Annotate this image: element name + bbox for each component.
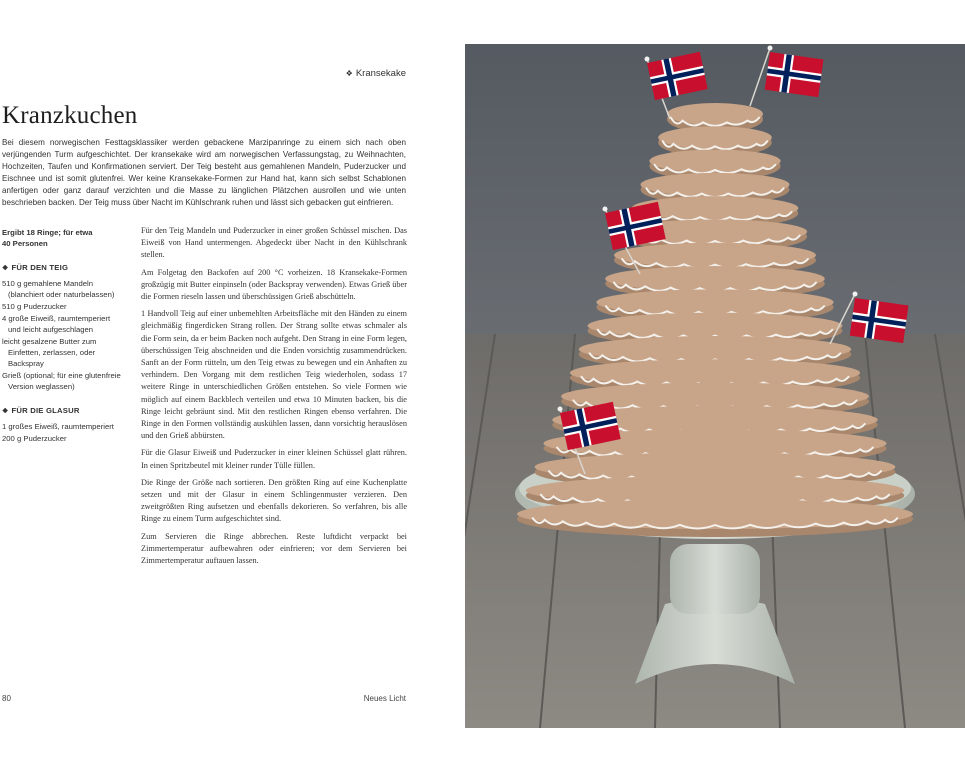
diamond-bullet-icon: ❖ — [2, 408, 9, 415]
recipe-title: Kranzkuchen — [2, 102, 138, 129]
method-step: 1 Handvoll Teig auf einer unbemehlten Arbeitsfläche mit den Händen zu einem gleichmäßig fingerdicken Strang rollen. Der Strang sollte etwas schmaler als die Form sein, da er beim Backen noch aufgeht. Den Strang in eine Form legen, überschüssigen Teig abschneiden und die Enden vorsichtig zusammendrücken. Sanft an der Form rütteln, um den Teig etwas zu bewegen und ein Anhaften zu verhindern. Den Vorgang mit dem restlichen Teig wiederholen, sodass 17 weitere Ringe in unterschiedlichen Größen entstehen. So viele Formen wie möglich auf einem Backblech verteilen und etwa 10 Minuten backen, bis die Ringe leicht gebräunt sind. Mit den restlichen Ringen ebenso verfahren. Die Ringe in den Formen vollständig auskühlen lassen, dann vorsichtig herauslösen und den Grieß abbürsten. — [141, 309, 407, 441]
page-number: 80 — [2, 694, 11, 703]
method-step: Für die Glasur Eiweiß und Puderzucker in einer kleinen Schüssel glatt rühren. In einen Spritzbeutel mit kleiner runder Tülle füllen. — [141, 448, 407, 470]
ingredient-item: 1 großes Eiweiß, raumtemperiert — [2, 422, 114, 431]
recipe-intro: Bei diesem norwegischen Festtagsklassiker werden gebackene Marzipanringe zu einem sich nach oben verjüngenden Turm aufgeschichtet. Der kransekake wird am norwegischen Verfassungstag, zu Weihnachten, Hochzeiten, Taufen und Konfirmationen serviert. Der Teig besteht aus gemahlenen Mandeln, Puderzucker und Eischnee und ist somit glutenfrei. Wer keine Kransekake-Formen zur Hand hat, kann sich selbst Schablonen anfertigen oder ganz darauf verzichten und die Masse zu länglichen Plätzchen ausrollen und wie unten beschrieben backen. Der Teig muss über Nacht im Kühlschrank ruhen und lässt sich gebacken gut einfrieren. — [2, 138, 406, 207]
ingredient-item — [2, 370, 130, 392]
ingredient-text-cont: Backspray — [8, 359, 44, 368]
ingredient-text: 510 g Puderzucker — [2, 302, 67, 311]
method-step: Am Folgetag den Backofen auf 200 °C vorheizen. 18 Kransekake-Formen großzügig mit Butter einpinseln (oder Backspray verwenden). Etwas Grieß über die Formen rieseln lassen und überschüssigen Grieß abschütteln. — [141, 267, 407, 302]
ingredient-text-cont: (blanchiert oder naturbelassen) — [8, 290, 115, 299]
method-step: Für den Teig Mandeln und Puderzucker in einer großen Schüssel mischen. Das Eiweiß von Hand untermengen. Abgedeckt über Nacht in den Kühlschrank stellen. — [141, 226, 407, 260]
ingredient-text: Grieß (optional; für eine glutenfreie — [2, 371, 121, 380]
ingredient-text-cont: Version weglassen) — [8, 382, 75, 391]
method-step: Die Ringe der Größe nach sortieren. Den größten Ring auf eine Kuchenplatte setzen und mit der Glasur in einem Schlingenmuster verzieren. Den zweitgrößten Ring aufsetzen und ebenfalls dekorieren. So verfahren, bis alle Ringe zu einem Turm aufgeschichtet sind. — [141, 477, 407, 524]
yield-info — [2, 227, 130, 249]
ingredient-item — [2, 301, 130, 312]
ingredients-column — [2, 227, 130, 445]
ingredient-item — [2, 278, 130, 300]
diamond-bullet-icon: ❖ — [345, 69, 353, 78]
ingredient-item — [2, 336, 130, 369]
section-tag-label: Kransekake — [355, 68, 406, 79]
method-step: Zum Servieren die Ringe abbrechen. Reste luftdicht verpackt bei Zimmertemperatur aufbewahren oder einfrieren; vor dem Servieren bei Zimmertemperatur auftauen lassen. — [141, 531, 407, 566]
ingredient-item: 200 g Puderzucker — [2, 434, 67, 443]
cake-ring — [517, 499, 913, 537]
ingredient-text: 510 g gemahlene Mandeln — [2, 279, 94, 288]
glaze-heading — [2, 405, 130, 417]
book-title: Neues Licht — [363, 694, 406, 703]
ingredient-item — [2, 313, 130, 335]
ingredient-text: leicht gesalzene Butter zum — [2, 337, 97, 346]
dough-heading — [2, 262, 130, 274]
method-column — [141, 225, 407, 572]
glaze-heading-label: FÜR DIE GLASUR — [11, 406, 80, 415]
ingredient-text-cont: und leicht aufgeschlagen — [8, 325, 94, 334]
ingredient-text: 4 große Eiweiß, raumtemperiert — [2, 314, 111, 323]
ingredient-text-cont: Einfetten, zerlassen, oder — [8, 348, 96, 357]
dough-heading-label: FÜR DEN TEIG — [11, 263, 69, 272]
cake-stand-stem — [670, 544, 760, 614]
diamond-bullet-icon: ❖ — [2, 265, 9, 272]
section-tag — [300, 68, 406, 79]
yield-line-1: Ergibt 18 Ringe; für etwa — [2, 228, 93, 237]
kransekake-illustration — [465, 44, 965, 728]
yield-line-2: 40 Personen — [2, 239, 48, 248]
kransekake-photo — [465, 44, 965, 728]
